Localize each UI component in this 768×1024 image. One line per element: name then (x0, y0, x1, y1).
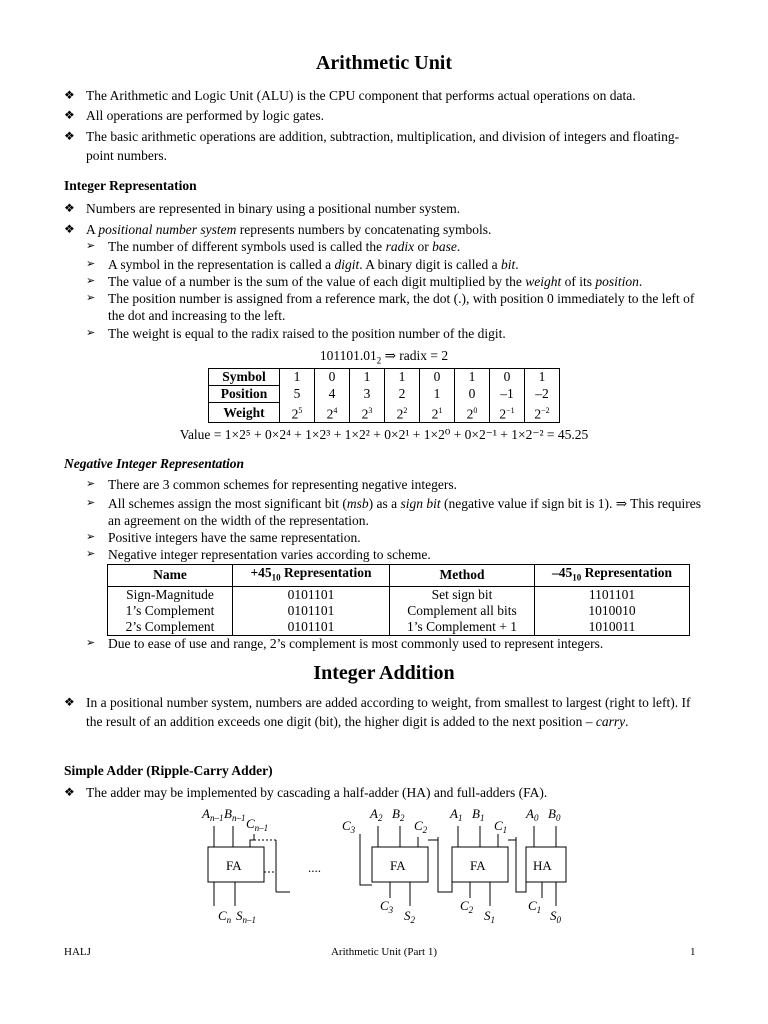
sub-list-item: ➢ The weight is equal to the radix raised to the position number of the digit. (86, 326, 506, 341)
svg-text:B2: $B_2$ (392, 806, 405, 823)
sub-list-item: ➢ A symbol in the representation is called a digit. A binary digit is called a bit. (86, 257, 519, 272)
diamond-bullet-icon: ❖ (64, 222, 75, 236)
list-item: ❖ Numbers are represented in binary using a positional number system. (64, 201, 461, 216)
sub-list-item: ➢ The position number is assigned from a reference mark, the dot (.), with position 0 immediately to the left of the dot and increasing to the left. (86, 291, 695, 323)
diamond-bullet-icon: ❖ (64, 201, 75, 215)
arrow-bullet-icon: ➢ (86, 531, 96, 543)
section-heading: Negative Integer Representation (64, 456, 244, 471)
svg-text:S1: $S_1$ (484, 908, 495, 925)
sub-list-item: ➢ Positive integers have the same representation. (86, 530, 361, 545)
svg-text:S0: $S_0$ (550, 908, 561, 925)
value-equation: Value = 1×2⁵ + 0×2⁴ + 1×2³ + 1×2² + 0×2¹ + 1×2⁰ + 0×2⁻¹ + 1×2⁻² = 45.25 (179, 427, 589, 442)
list-item: ❖ The basic arithmetic operations are addition, subtraction, multiplication, and division of integers and floating-point numbers. (64, 129, 680, 163)
svg-text:A0: $A_0$ (526, 806, 539, 823)
arrow-bullet-icon: ➢ (86, 327, 96, 339)
fa-label: FA (226, 858, 242, 873)
table-row: Symbol 1 0 1 1 0 1 0 1 (209, 369, 560, 386)
section-title: Integer Addition (313, 662, 455, 684)
table-row: Weight $2^5$ $2^4$ $2^3$ $2^2$ $2^1$ $2^0$ $2^{-1}$ $2^{-2}$ (209, 403, 560, 423)
diamond-bullet-icon: ❖ (64, 88, 75, 102)
example-number: $101101.01_2$ ⇒ radix = 2 (319, 348, 449, 366)
page-title: Arithmetic Unit (315, 52, 453, 74)
negative-rep-table (107, 564, 690, 636)
svg-text:A1: $A_1$ (450, 806, 463, 823)
list-item: ❖ In a positional number system, numbers are added according to weight, from smallest to largest (right to left). If the result of an addition exceeds one digit (bit), the higher digit is added to the next position – carry. (64, 695, 691, 729)
table-row: Sign-Magnitude 0101101 Set sign bit 1101101 (108, 586, 690, 603)
arrow-bullet-icon: ➢ (86, 292, 96, 304)
fa-label: FA (470, 858, 486, 873)
table-row: Name $+45_{10}$ Representation Method $-45_{10}$ Representation (108, 565, 690, 587)
svg-text:B0: $B_0$ (548, 806, 561, 823)
diamond-bullet-icon: ❖ (64, 785, 75, 799)
list-item: ❖ A positional number system represents numbers by concatenating symbols. (64, 222, 492, 237)
svg-text:C1: $C_1$ (494, 818, 508, 835)
svg-text:Bn–1: $B_{n-1}$ (224, 806, 246, 823)
svg-text:B1: $B_1$ (472, 806, 485, 823)
sub-list-item: ➢ Negative integer representation varies according to scheme. (86, 547, 431, 562)
weight-table (208, 368, 560, 423)
footer-left: HALJ (64, 946, 91, 958)
ripple-carry-adder-diagram (190, 800, 590, 935)
table-row: 2’s Complement 0101101 1’s Complement + 1 1010011 (108, 619, 690, 636)
svg-text:C2: $C_2$ (460, 898, 474, 915)
list-item: ❖ The adder may be implemented by cascading a half-adder (HA) and full-adders (FA). (64, 785, 548, 800)
svg-text:C3: $C_3$ (342, 818, 356, 835)
svg-text:C3: $C_3$ (380, 898, 394, 915)
sub-list-item: ➢ The number of different symbols used is called the radix or base. (86, 239, 461, 254)
svg-text:Cn–1: $C_{n-1}$ (246, 816, 269, 833)
sub-list-item: ➢ Due to ease of use and range, 2’s complement is most commonly used to represent integers. (86, 636, 604, 651)
diamond-bullet-icon: ❖ (64, 108, 75, 122)
arrow-bullet-icon: ➢ (86, 637, 96, 649)
sub-list-item: ➢ There are 3 common schemes for representing negative integers. (86, 477, 457, 492)
fa-label: FA (390, 858, 406, 873)
svg-text:Sn–1: $S_{n-1}$ (236, 908, 256, 925)
table-row: Position 5 4 3 2 1 0 –1 –2 (209, 386, 560, 403)
svg-text:Cn: $C_n$ (218, 908, 232, 925)
table-row: 1’s Complement 0101101 Complement all bits 1010010 (108, 603, 690, 619)
section-heading: Simple Adder (Ripple-Carry Adder) (64, 763, 273, 778)
sub-list-item: ➢ The value of a number is the sum of the value of each digit multiplied by the weight of its position. (86, 274, 643, 289)
page-number: 1 (690, 946, 696, 958)
arrow-bullet-icon: ➢ (86, 275, 96, 287)
arrow-bullet-icon: ➢ (86, 258, 96, 270)
diamond-bullet-icon: ❖ (64, 129, 75, 143)
footer-center: Arithmetic Unit (Part 1) (330, 946, 437, 958)
svg-text:C2: $C_2$ (414, 818, 428, 835)
svg-text:S2: $S_2$ (404, 908, 415, 925)
arrow-bullet-icon: ➢ (86, 478, 96, 490)
svg-text:An–1: $A_{n-1}$ (202, 806, 224, 823)
list-item: ❖ All operations are performed by logic gates. (64, 108, 325, 123)
sub-list-item: ➢ All schemes assign the most significant bit (msb) as a sign bit (negative value if sign bit is 1). ⇒ This requires an agreement on the width of the representation. (86, 496, 701, 528)
ellipsis: .... (308, 860, 321, 875)
list-item: ❖ The Arithmetic and Logic Unit (ALU) is the CPU component that performs actual operations on data. (64, 88, 636, 103)
svg-text:A2: $A_2$ (370, 806, 383, 823)
arrow-bullet-icon: ➢ (86, 497, 96, 509)
arrow-bullet-icon: ➢ (86, 548, 96, 560)
svg-text:C1: $C_1$ (528, 898, 542, 915)
section-heading: Integer Representation (64, 178, 197, 193)
diamond-bullet-icon: ❖ (64, 695, 75, 709)
arrow-bullet-icon: ➢ (86, 240, 96, 252)
ha-label: HA (533, 858, 552, 873)
